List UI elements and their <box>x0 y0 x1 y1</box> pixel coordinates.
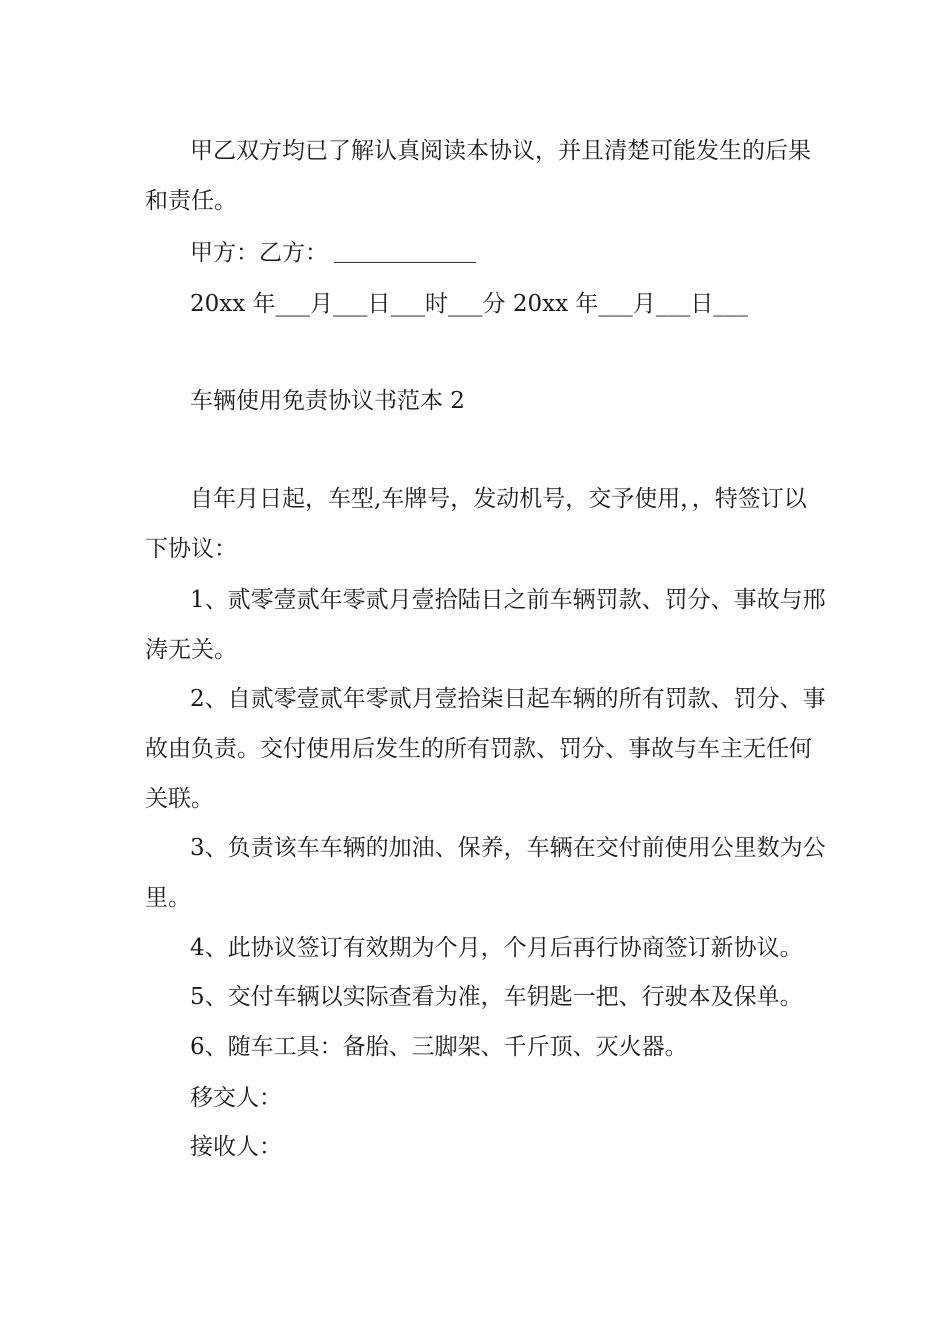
clause-2: 2、自贰零壹贰年零贰月壹拾柒日起车辆的所有罚款、罚分、事 <box>190 686 826 712</box>
paragraph-acknowledgement-cont: 和责任。 <box>145 188 237 214</box>
clause-2-cont: 故由负责。交付使用后发生的所有罚款、罚分、事故与车主无任何 <box>145 736 812 762</box>
signature-parties-line <box>190 242 476 265</box>
clause-1: 1、贰零壹贰年零贰月壹拾陆日之前车辆罚款、罚分、事故与邢 <box>190 587 826 613</box>
clause-1-cont: 涛无关。 <box>145 637 237 663</box>
date-line: 20xx 年___月___日___时___分 20xx 年___月___日___ <box>190 291 748 317</box>
intro-paragraph-cont: 下协议： <box>145 536 237 562</box>
transferor-label: 移交人： <box>190 1085 282 1111</box>
paragraph-acknowledgement: 甲乙双方均已了解认真阅读本协议，并且清楚可能发生的后果 <box>190 138 811 164</box>
signature-blank <box>334 242 476 263</box>
clause-3-cont: 里。 <box>145 885 191 911</box>
clause-3: 3、负责该车车辆的加油、保养，车辆在交付前使用公里数为公 <box>190 835 826 861</box>
clause-6: 6、随车工具：备胎、三脚架、千斤顶、灭火器。 <box>190 1034 688 1060</box>
intro-paragraph: 自年月日起，车型,车牌号，发动机号，交予使用，，特签订以 <box>190 486 807 512</box>
clause-4: 4、此协议签订有效期为个月，个月后再行协商签订新协议。 <box>190 935 803 961</box>
section-title: 车辆使用免责协议书范本 2 <box>190 388 465 414</box>
clause-5: 5、交付车辆以实际查看为准，车钥匙一把、行驶本及保单。 <box>190 984 803 1010</box>
receiver-label: 接收人： <box>190 1134 282 1160</box>
clause-2-cont2: 关联。 <box>145 786 214 812</box>
party-labels: 甲方：乙方： <box>190 240 328 266</box>
